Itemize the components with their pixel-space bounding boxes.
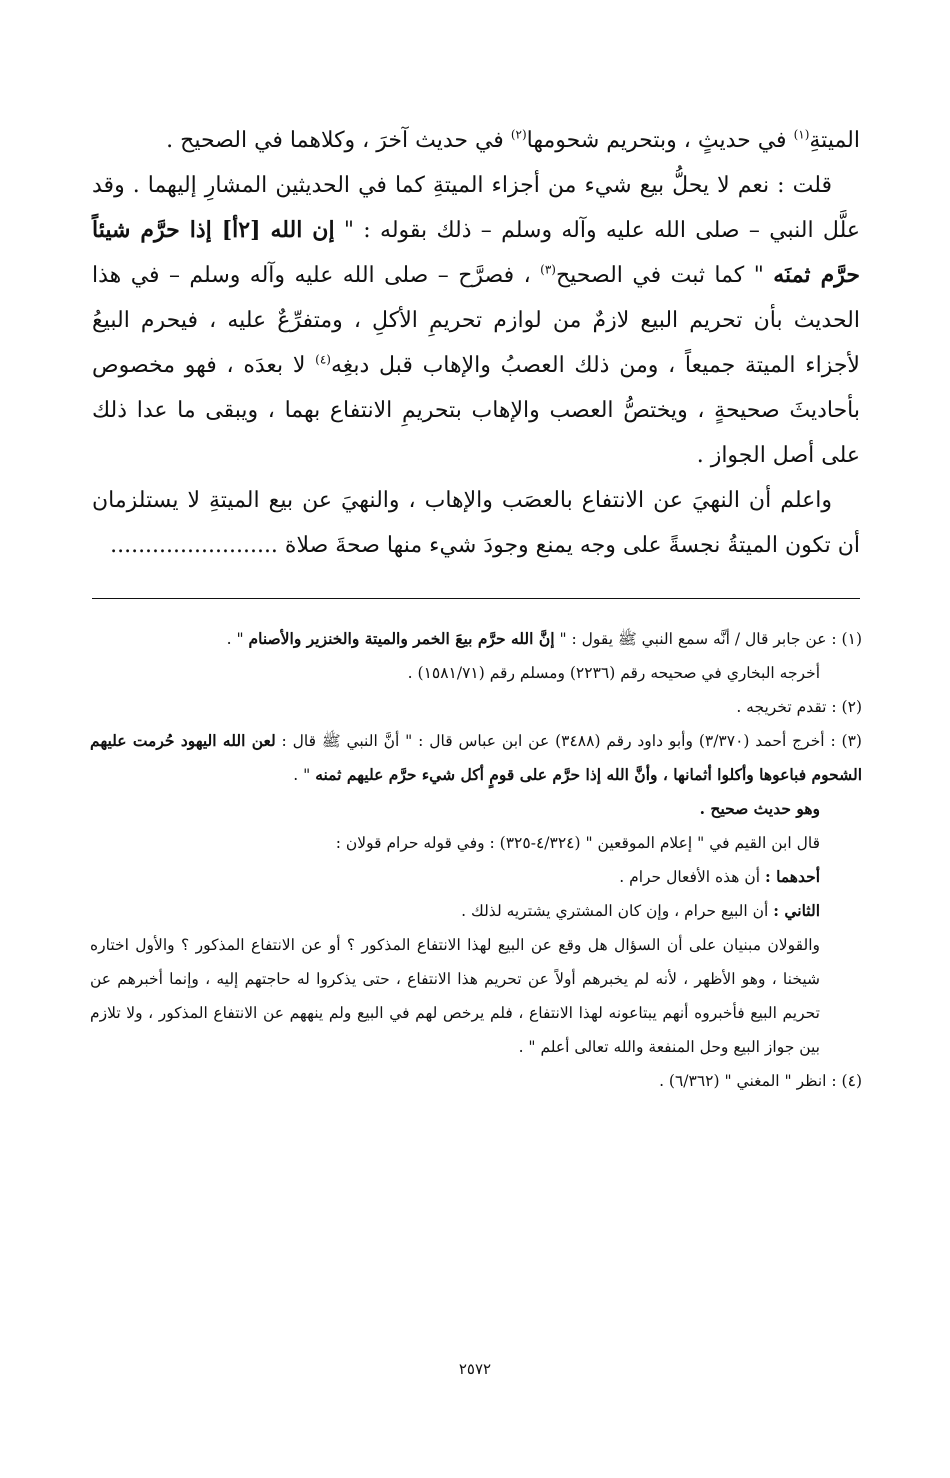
paragraph-3: واعلم أن النهيَ عن الانتفاع بالعصَب والإهاب ، والنهيَ عن بيع الميتةِ لا يستلزمان أن تكون الميتةُ نجسةً على وجه يمنع وجودَ شيء منها صحةَ صلاة ........................ (92, 488, 860, 558)
paragraph-1: الميتةِ$^{(١)}$ في حديثٍ ، وبتحريم شحومها$^{(٢)}$ في حديث آخرَ ، وكلاهما في الصحيح . (166, 127, 860, 153)
footnote-ref-2[interactable]: (٢) (510, 127, 527, 142)
main-text (92, 118, 860, 568)
footnote-1: (١) : عن جابر قال / أنَّه سمع النبي ﷺ يقول : " إنَّ الله حرَّم بيعَ الخمر والميتة والخنزير والأصنام " . (226, 629, 862, 648)
footnote-2: (٢) : تقدم تخريجه . (736, 698, 862, 716)
page-number: ٢٥٧٢ (458, 1360, 492, 1378)
footnote-1-source: أخرجه البخاري في صحيحه رقم (٢٢٣٦) ومسلم رقم (١٥٨١/٧١) . (407, 664, 820, 682)
footnote-3-quote-intro: قال ابن القيم في " إعلام الموقعين " (٤/٣٢٤-٣٢٥) : وفي قوله حرام قولان : (335, 834, 820, 852)
footnote-ref-4[interactable]: (٤) (315, 352, 331, 367)
footnote-3-second-opinion: الثاني : أن البيع حرام ، وإن كان المشتري يشتريه لذلك . (461, 901, 820, 920)
footnotes (90, 622, 862, 1098)
footnote-divider (92, 598, 860, 599)
footnote-3: (٣) : أخرج أحمد (٣/٣٧٠) وأبو داود رقم (٣٤٨٨) عن ابن عباس قال : " أنَّ النبي ﷺ قال : لعن الله اليهود حُرمت عليهم الشحوم فباعوها وأكلوا أثمانها ، وأنَّ الله إذا حرَّم على قومٍ أكل شيء حرَّم عليهم ثمنه " . (90, 731, 862, 784)
footnote-3-grading: وهو حديث صحيح . (699, 799, 820, 818)
hadith-quote: إن الله [٢أ] إذا حرَّم شيئاً حرَّم ثمنَه (92, 217, 860, 288)
footnote-ref-3[interactable]: (٣) (540, 262, 556, 277)
footnote-3-discussion: والقولان مبنيان على أن السؤال هل وقع عن البيع لهذا الانتفاع المذكور ؟ أو عن الانتفاع المذكور ؟ والأول اختاره شيخنا ، وهو الأظهر ، لأنه لم يخبرهم أولاً عن تحريم هذا الانتفاع ، حتى يذكروا له حاجتهم إليه ، وإنما أخبرهم عن تحريم البيع فأخبروه أنهم يبتاعونه لهذا الانتفاع ، فلم يرخص لهم في البيع ولم ينههم عن الانتفاع المذكور ، ولا تلازم بين جواز البيع وحل المنفعة والله تعالى أعلم " . (90, 936, 820, 1056)
footnote-4: (٤) : انظر " المغني " (٦/٣٦٢) . (659, 1072, 862, 1090)
paragraph-2: قلت : نعم لا يحلُّ بيع شيء من أجزاء الميتةِ كما في الحديثين المشارِ إليهما . وقد علَّل النبي – صلى الله عليه وآله وسلم – ذلك بقوله : " إن الله [٢أ] إذا حرَّم شيئاً حرَّم ثمنَه " كما ثبت في الصحيح$^{(٣)}$ ، فصرَّح – صلى الله عليه وآله وسلم – في هذا الحديث بأن تحريم البيع لازمٌ من لوازم تحريمِ الأكلِ ، ومتفرِّعٌ عليه ، فيحرم البيعُ لأجزاء الميتة جميعاً ، ومن ذلك العصبُ والإهاب قبل دبغِه$^{(٤)}$ لا بعدَه ، فهو مخصوص بأحاديثَ صحيحةٍ ، ويختصُّ العصب والإهاب بتحريمِ الانتفاع بهما ، ويبقى ما عدا ذلك على أصل الجواز . (92, 173, 860, 468)
footnote-ref-1[interactable]: (١) (793, 127, 810, 142)
footnote-3-first-opinion: أحدهما : أن هذه الأفعال حرام . (619, 867, 820, 886)
